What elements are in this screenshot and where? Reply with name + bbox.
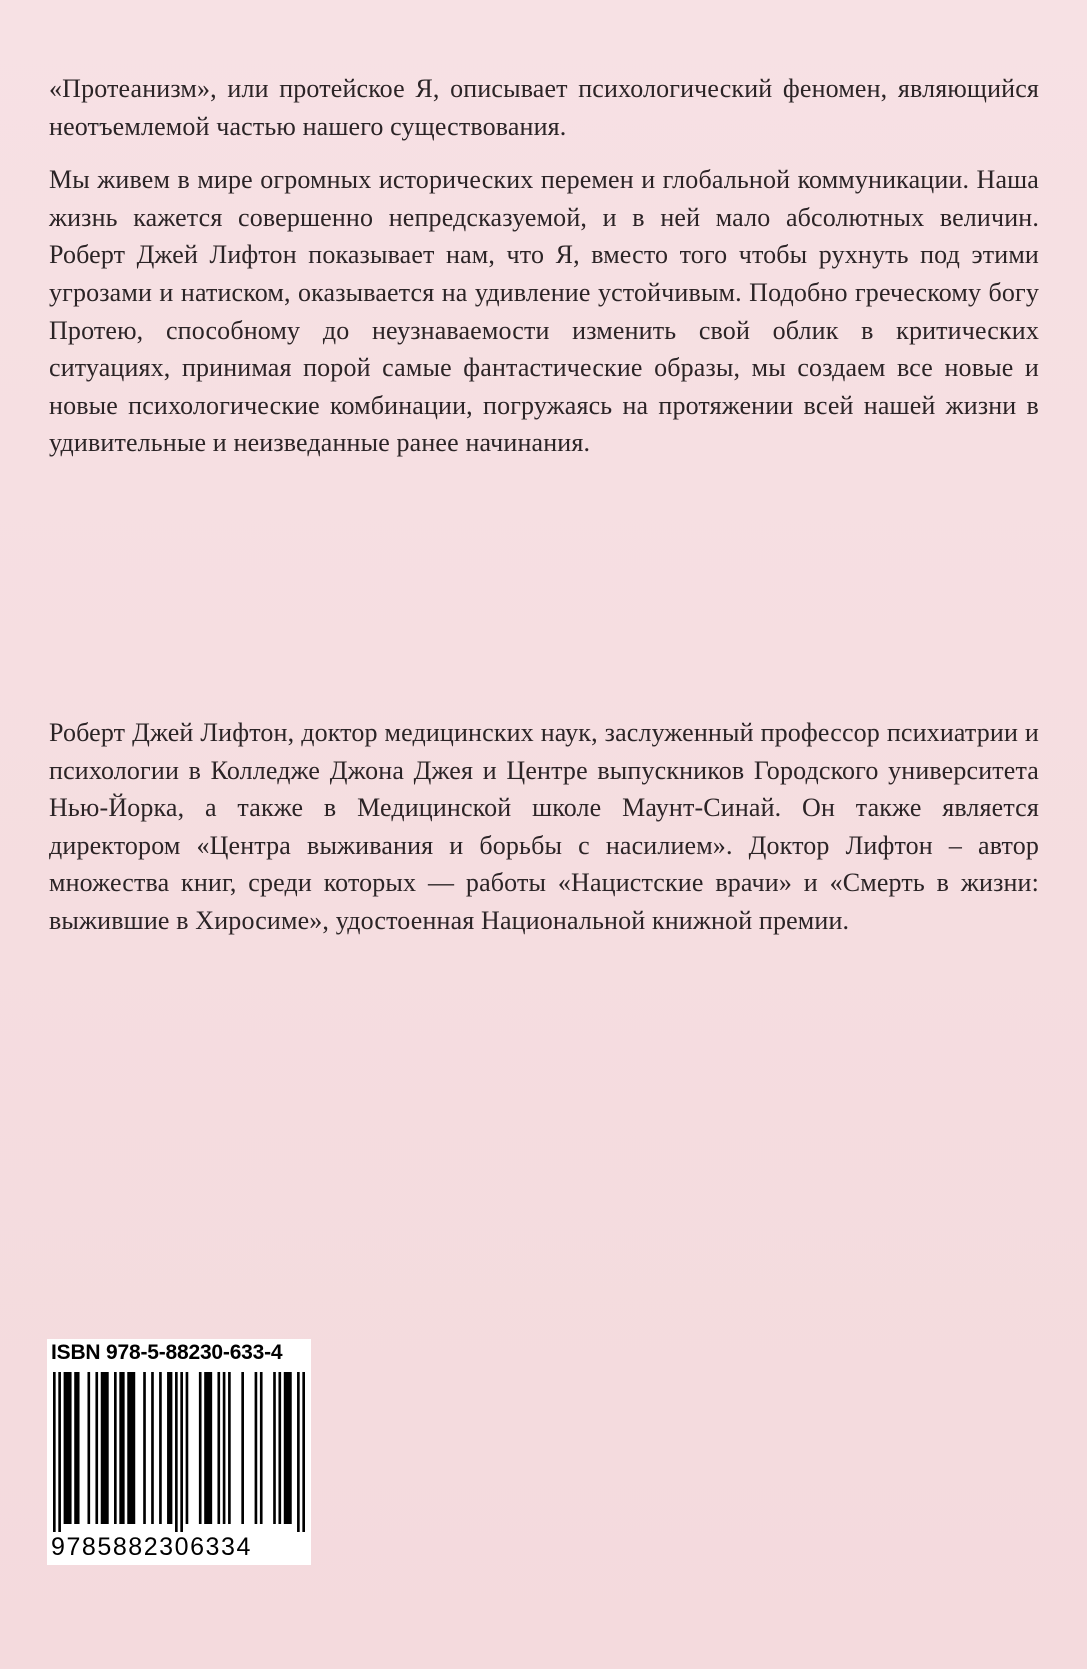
barcode-bar-12 [159,1372,162,1524]
barcode-bar-19 [217,1372,220,1524]
barcode-bar-23 [255,1372,258,1524]
barcode-panel [47,1339,311,1565]
barcode-bar-13 [167,1372,172,1524]
author-bio-block [49,714,1039,956]
barcode-bar-25 [273,1372,276,1524]
barcode-bar-10 [143,1372,146,1524]
author-bio-paragraph: Роберт Джей Лифтон, доктор медицинских наук, заслуженный профессор психиатрии и психологии в Колледже Джона Джея и Центре выпускников Городского университета Нью-Йорка, а также в Медицинской школе Маунт-Синай. Он также является директором «Центра выживания и борьбы с насилием». Доктор Лифтон – автор множества книг, среди которых — работы «Нацистские врачи» и «Смерть в жизни: выжившие в Хиросиме», удостоенная Национальной книжной премии. [49,718,1039,935]
barcode-bar-20 [223,1372,226,1524]
barcode-bar-9 [127,1372,135,1524]
barcode-bar-6 [101,1372,109,1524]
barcode-bar-14 [175,1372,178,1532]
barcode-bar-1 [58,1372,61,1532]
barcode-bar-17 [199,1372,202,1524]
barcode-bar-3 [74,1372,79,1524]
barcode-bar-11 [151,1372,154,1524]
barcode-bar-24 [260,1372,263,1524]
description-paragraph-1: «Протеанизм», или протейское Я, описывает психологический феномен, являющийся неотъемлемой частью нашего существования. [49,74,1039,141]
barcode-bar-26 [278,1372,281,1524]
barcode-bar-28 [297,1372,300,1532]
barcode-bar-7 [114,1372,117,1524]
description-block [49,70,1039,478]
barcode-bar-21 [228,1372,231,1524]
isbn-label: ISBN 978-5-88230-633-4 [51,1341,283,1364]
description-paragraph-2: Мы живем в мире огромных исторических перемен и глобальной коммуникации. Наша жизнь кажется совершенно непредсказуемой, и в ней мало абсолютных величин. Роберт Джей Лифтон показывает нам, что Я, вместо того чтобы рухнуть под этими угрозами и натиском, оказывается на удивление устойчивым. Подобно греческому богу Протею, способному до неузнаваемости изменить свой облик в критических ситуациях, принимая порой самые фантастические образы, мы создаем все новые и новые психологические комбинации, погружаясь на протяжении всей нашей жизни в удивительные и неизведанные ранее начинания. [49,165,1039,458]
barcode-digits: 9785882306334 [51,1533,252,1561]
barcode-bar-18 [204,1372,212,1524]
barcode-bar-4 [87,1372,90,1524]
barcode-bar-16 [186,1372,189,1524]
barcode-bar-5 [95,1372,98,1524]
barcode-bar-8 [119,1372,124,1524]
barcode-bar-27 [284,1372,292,1524]
barcode-bar-29 [302,1372,305,1532]
barcode-bar-22 [241,1372,244,1524]
barcode-bar-2 [64,1372,72,1524]
barcode-bars [53,1372,305,1532]
barcode-bar-15 [180,1372,183,1532]
barcode-bar-0 [53,1372,56,1532]
